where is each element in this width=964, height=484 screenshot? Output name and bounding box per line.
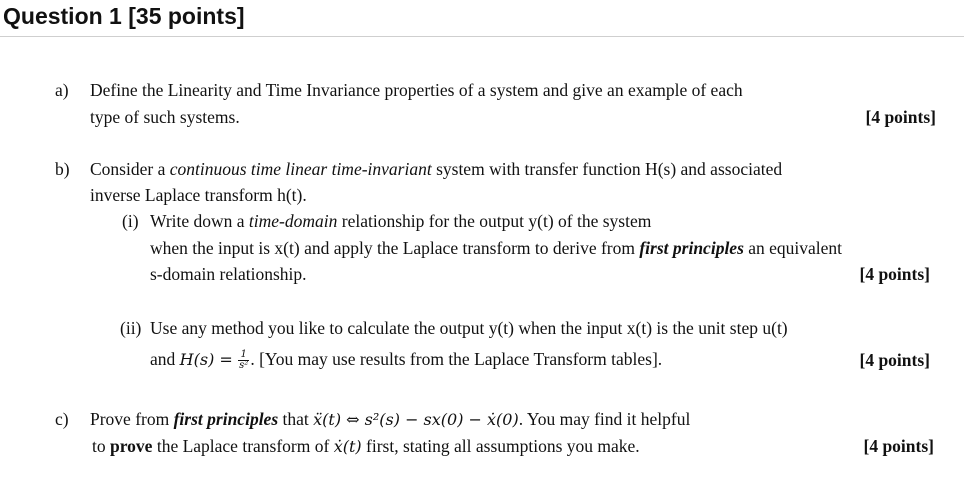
part-c-derivative: ẋ(t) [333,437,362,456]
part-c-line-2-strong: prove [110,436,153,456]
part-b-i-line-1-emphasis: time-domain [248,211,338,231]
part-b-i-line-1 [150,209,651,233]
part-c-line-2-mid: the Laplace transform of [152,436,334,456]
part-b-i-line-3: s-domain relationship. [150,264,307,284]
part-b-label: b) [55,159,70,179]
part-a-line-1: Define the Linearity and Time Invariance properties of a system and give an example of each [90,80,743,100]
fraction-numerator: 1 [238,350,249,361]
part-a-points: [4 points] [865,107,936,127]
part-c-line-1 [90,407,690,432]
part-a-label: a) [55,80,69,100]
part-b-i-line-1-pre: Write down a [150,211,249,231]
part-c-line-1-strong: first principles [173,409,279,429]
part-b-i-line-2-strong: first principles [639,238,744,258]
part-c-line-1-mid: that [278,409,314,429]
part-b-i-line-2-pre: when the input is x(t) and apply the Laplace transform to derive from [150,238,640,258]
part-b-i-points: [4 points] [859,264,930,284]
part-b-ii-fraction [238,350,249,371]
part-c-line-1-pre: Prove from [90,409,174,429]
part-b-line-1-pre: Consider a [90,159,170,179]
part-c-line-1-post: . You may find it helpful [518,409,691,429]
part-c-line-2-pre: to [92,436,110,456]
part-b-line-1 [90,157,782,181]
part-c-equation: ẍ(t) ⇔ s²(s) − sx(0) − ẋ(0) [313,410,519,429]
part-b-line-2: inverse Laplace transform h(t). [90,185,307,205]
part-b-i-label: (i) [122,211,139,231]
part-c-label: c) [55,409,69,429]
page-title: Question 1 [35 points] [3,3,245,29]
part-b-i-line-2 [150,236,842,260]
fraction-denominator: s² [239,360,249,372]
part-b-ii-line-2 [150,347,662,372]
part-b-ii-transfer-function: H(s) = [179,350,233,369]
title-bar [0,0,964,37]
part-b-i-line-2-post: an equivalent [743,238,843,258]
part-c-line-2-post: first, stating all assumptions you make. [361,436,640,456]
part-c-line-2 [92,434,640,459]
part-b-i-line-1-post: relationship for the output y(t) of the system [337,211,652,231]
part-b-ii-line-1: Use any method you like to calculate the output y(t) when the input x(t) is the unit step u(t) [150,318,788,338]
part-b-line-1-emphasis: continuous time linear time-invariant [169,159,432,179]
part-b-ii-line-2-pre: and [150,349,180,369]
part-b-ii-label: (ii) [120,318,142,338]
part-b-ii-points: [4 points] [859,350,930,370]
part-b-ii-line-2-post: . [You may use results from the Laplace Transform tables]. [250,349,663,369]
part-a-line-2: type of such systems. [90,107,240,127]
part-c-points: [4 points] [863,436,934,456]
part-b-line-1-post: system with transfer function H(s) and associated [431,159,783,179]
